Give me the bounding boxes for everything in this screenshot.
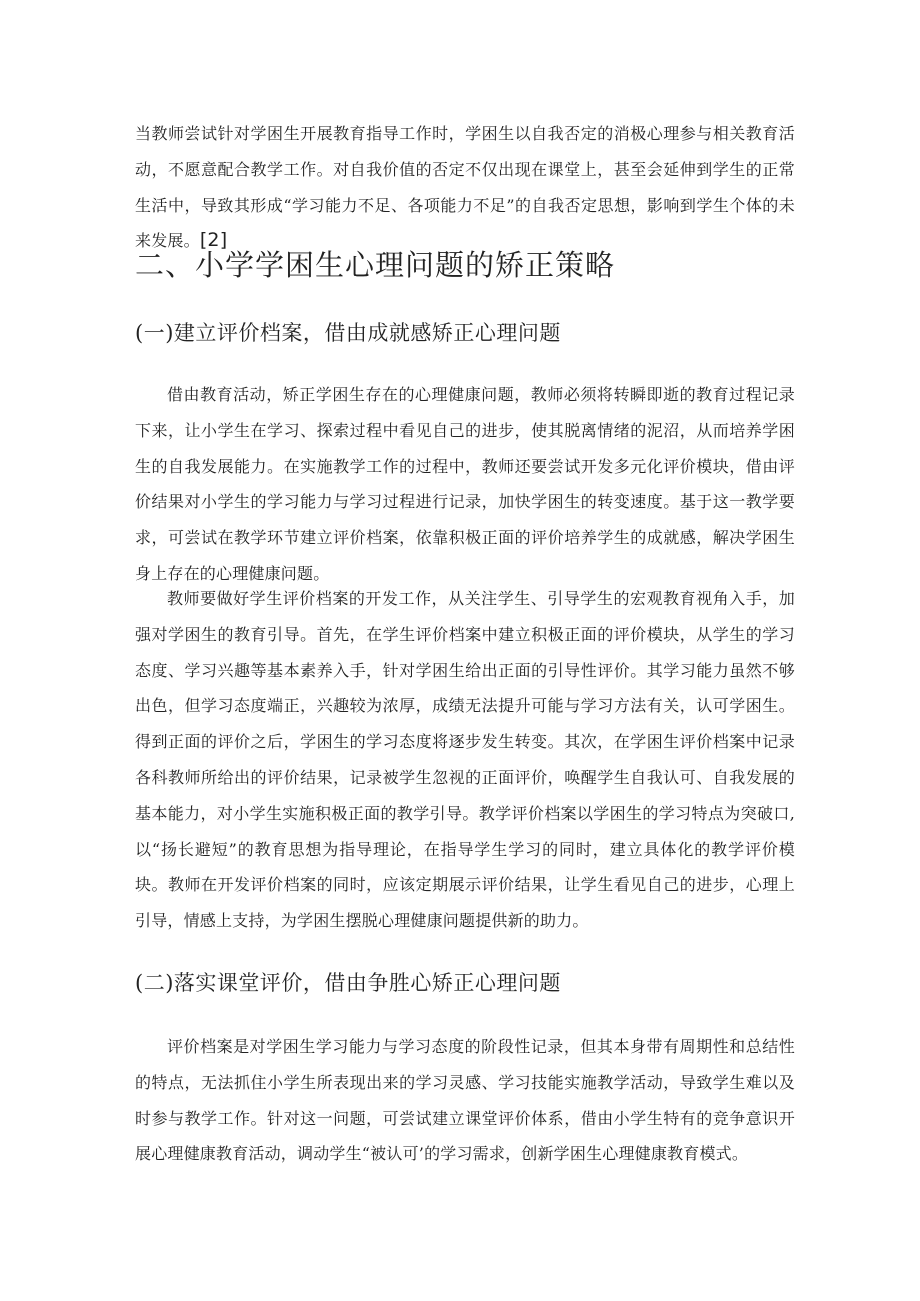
citation-reference: [2] — [199, 229, 228, 252]
subsection-1-heading: (一)建立评价档案，借由成就感矫正心理问题 — [135, 321, 561, 345]
subsection-1-paragraph-1: 借由教育活动，矫正学困生存在的心理健康问题，教师必须将转瞬即逝的教育过程记录下来，让小学生在学习、探索过程中看见自己的进步，使其脱离情绪的泥沼，从而培养学困生的自我发展能力。在实施教学工作的过程中，教师还要尝试开发多元化评价模块，借由评价结果对小学生的学习能力与学习过程进行记录，加快学困生的转变速度。基于这一教学要求，可尝试在教学环节建立评价档案，依靠积极正面的评价培养学生的成就感，解决学困生身上存在的心理健康问题。 — [135, 385, 795, 583]
subsection-2-heading: (二)落实课堂评价，借由争胜心矫正心理问题 — [135, 971, 561, 995]
subsection-1-paragraph-2: 教师要做好学生评价档案的开发工作，从关注学生、引导学生的宏观教育视角入手，加强对学困生的教育引导。首先，在学生评价档案中建立积极正面的评价模块，从学生的学习态度、学习兴趣等基本素养入手，针对学困生给出正面的引导性评价。其学习能力虽然不够出色，但学习态度端正，兴趣较为浓厚，成绩无法提升可能与学习方法有关，认可学困生。得到正面的评价之后，学困生的学习态度将逐步发生转变。其次，在学困生评价档案中记录各科教师所给出的评价结果，记录被学生忽视的正面评价，唤醒学生自我认可、自我发展的基本能力，对小学生实施积极正面的教学引导。教学评价档案以学困生的学习特点为突破口,以“扬长避短”的教育思想为指导理论，在指导学生学习的同时，建立具体化的教学评价模块。教师在开发评价档案的同时，应该定期展示评价结果，让学生看见自己的进步，心理上引导，情感上支持，为学困生摆脱心理健康问题提供新的助力。 — [135, 589, 795, 931]
intro-paragraph-text: 当教师尝试针对学困生开展教育指导工作时，学困生以自我否定的消极心理参与相关教育活动，不愿意配合教学工作。对自我价值的否定不仅出现在课堂上，甚至会延伸到学生的正常生活中，导致其形成“学习能力不足、各项能力不足”的自我否定思想，影响到学生个体的未来发展。 — [135, 124, 795, 251]
intro-paragraph — [135, 116, 795, 259]
section-heading: 二、小学学困生心理问题的矫正策略 — [135, 248, 616, 282]
subsection-2-paragraph-1: 评价档案是对学困生学习能力与学习态度的阶段性记录，但其本身带有周期性和总结性的特点，无法抓住小学生所表现出来的学习灵感、学习技能实施教学活动，导致学生难以及时参与教学工作。针对这一问题，可尝试建立课堂评价体系，借由小学生特有的竞争意识开展心理健康教育活动，调动学生“被认可’的学习需求，创新学困生心理健康教育模式。 — [135, 1037, 795, 1164]
